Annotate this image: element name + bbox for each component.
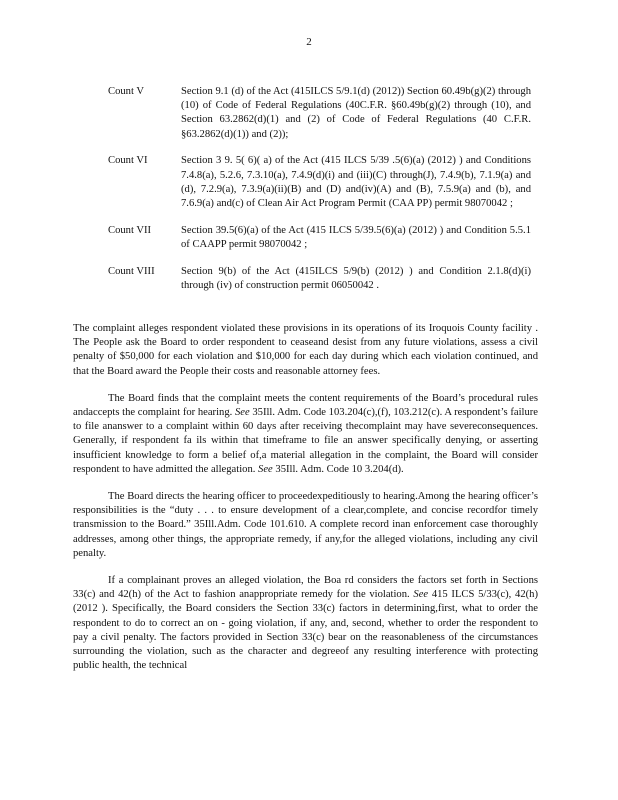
- paragraph-hearing-officer: The Board directs the hearing officer to proceedexpeditiously to hearing.Among the hearing officer’s responsibilities is the “duty . . . to ensure development of a clear,complete, and concise recordfor timely transmission to the Board.” 35Ill.Adm. Code 101.610. A complete record inan enforcement case thoroughly addresses, among other things, the appropriate remedy, if any,for the alleged violations, including any civil penalty.: [73, 491, 538, 559]
- count-label: Count VIII: [108, 265, 155, 277]
- paragraph-complaint-summary: The complaint alleges respondent violated these provisions in its operations of its Iroquois County facility . The People ask the Board to order respondent to ceaseand desist from any future violations, assess a civil penalty of $50,000 for each violation and $10,000 for each day during which each violation continued, and that the Board award the People their costs and reasonable attorney fees.: [73, 323, 538, 377]
- count-text: Section 9(b) of the Act (415ILCS 5/9(b) (2012) ) and Condition 2.1.8(d)(i) through (iv) of construction permit 06050042 .: [181, 265, 531, 292]
- paragraph-text: 35Ill. Adm. Code 10 3.204(d).: [275, 463, 404, 475]
- count-item: [108, 265, 538, 293]
- citation-signal: See: [258, 463, 273, 475]
- paragraph-content-requirements: [73, 392, 538, 477]
- citation-signal: See: [234, 407, 250, 419]
- body-text: [73, 322, 538, 686]
- page-number: 2: [306, 36, 312, 48]
- count-text: Section 3 9. 5( 6)( a) of the Act (415 ILCS 5/39 .5(6)(a) (2012) ) and Conditions 7.4.8(a), 5.2.6, 7.3.10(a), 7.4.9(d)(i) and (iii)(C) through(J), 7.4.9(b), 7.1.9(a) and (d), 7.2.9(a), 7.3.9(a)(ii)(B) and (D) and(iv)(A) and (B), 7.5.9(a) and (b), and 7.6.9(a) and(c) of Clean Air Act Program Permit (CAA PP) permit 98070042 ;: [181, 155, 531, 210]
- count-label: Count VI: [108, 155, 148, 167]
- counts-list: [108, 85, 538, 306]
- citation-signal: See: [413, 589, 429, 601]
- count-label: Count V: [108, 86, 145, 97]
- paragraph-text: 35Ill. Adm. Code 103.204(c),(f), 103.212(c). A respondent’s failure to file ananswer to a complaint within 60 days after receiving thecomplaint may have severeconsequences. Generally, if respondent fa ils within that timeframe to file an answer specifically denying, or asserting insufficient knowledge to form a belief of,a material allegation in the complaint, the Board will consider respondent to have admitted the allegation.: [73, 407, 538, 475]
- count-item: [108, 85, 538, 142]
- count-label: Count VII: [108, 224, 152, 236]
- paragraph-remedy-factors: [73, 574, 538, 673]
- count-item: [108, 224, 538, 252]
- count-item: [108, 154, 538, 211]
- count-text: Section 9.1 (d) of the Act (415ILCS 5/9.1(d) (2012)) Section 60.49b(g)(2) through (10) of Code of Federal Regulations (40C.F.R. §60.49b(g)(2) through (10), and Section 63.2862(d)(1) and (2) of Code of Federal Regulations (40 C.F.R. §63.2862(d)(1)) and (2));: [181, 86, 531, 140]
- count-text: Section 39.5(6)(a) of the Act (415 ILCS 5/39.5(6)(a) (2012) ) and Condition 5.5.1 of CAAPP permit 98070042 ;: [181, 224, 531, 251]
- paragraph-text: The Board finds that the complaint meets the content requirements of the Board’s procedural rules andaccepts the complaint for hearing.: [73, 392, 538, 419]
- paragraph-text: 415 ILCS 5/33(c), 42(h) (2012 ). Specifically, the Board considers the Section 33(c) factors in determining,first, what to order the respondent to do to correct an on - going violation, if any, and, second, whether to order the respondent to pay a civil penalty. The factors provided in Section 33(c) bear on the reasonableness of the circumstances surrounding the violation, such as the character and degreeof any resulting interference with protecting public health, the technical: [73, 589, 538, 672]
- paragraph-text: If a complainant proves an alleged violation, the Boa rd considers the factors set forth in Sections 33(c) and 42(h) of the Act to fashion anappropriate remedy for the violation.: [73, 575, 538, 601]
